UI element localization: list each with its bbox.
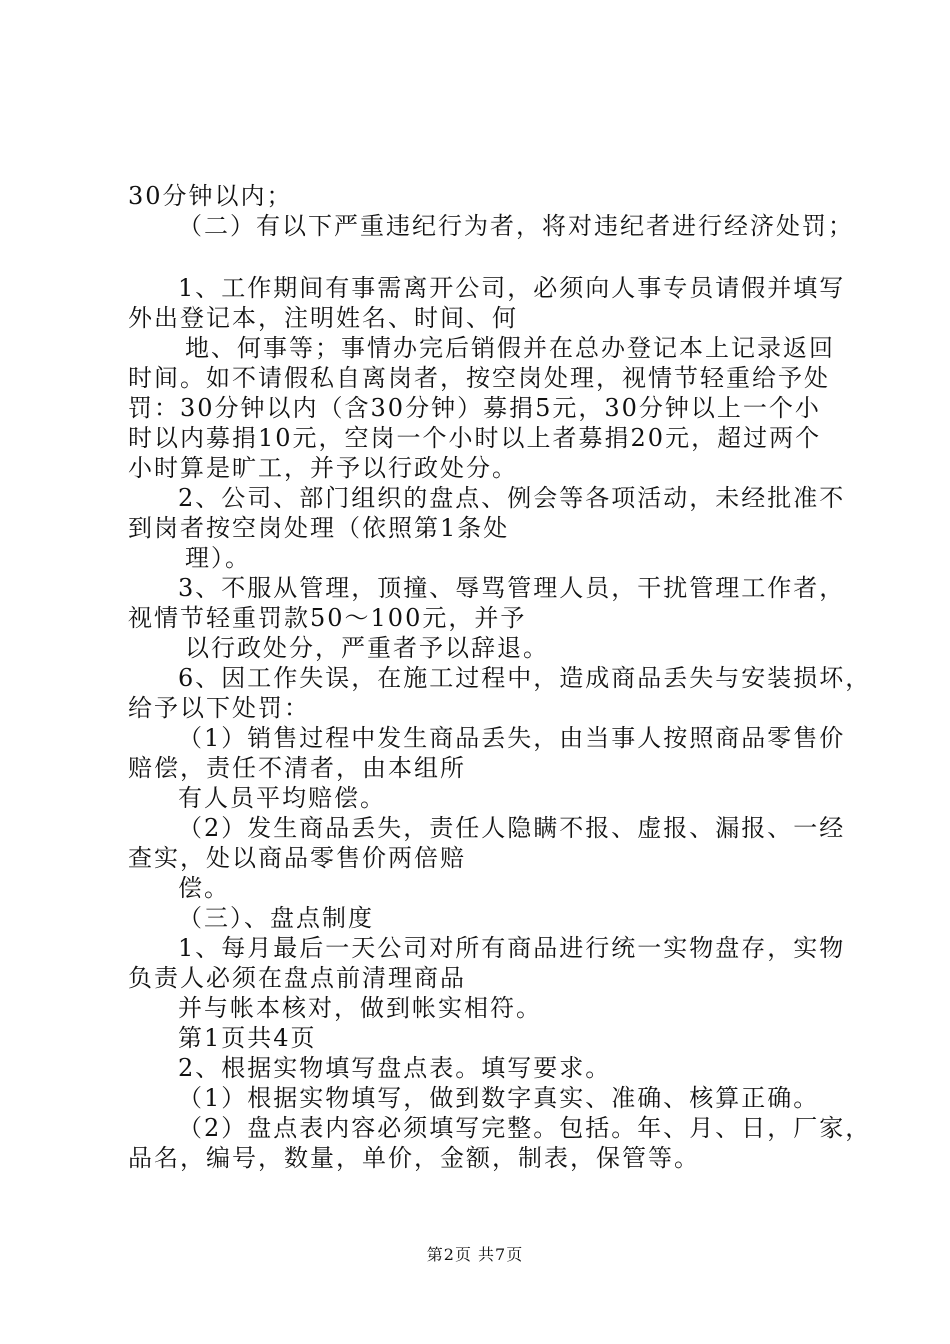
text-line: （2）发生商品丢失，责任人隐瞒不报、虚报、漏报、一经 [178, 814, 846, 842]
text-line: 2、根据实物填写盘点表。填写要求。 [178, 1054, 612, 1082]
page-footer: 第2页 共7页 [426, 1245, 524, 1264]
text-line: 给予以下处罚： [128, 694, 310, 722]
text-line: 到岗者按空岗处理（依照第1条处 [128, 514, 510, 542]
text-line: 罚：30分钟以内（含30分钟）募捐5元，30分钟以上一个小 [128, 394, 821, 422]
text-line: 赔偿，责任不清者，由本组所 [128, 754, 466, 782]
text-line: 6、因工作失误，在施工过程中，造成商品丢失与安装损坏， [178, 664, 872, 692]
text-line: 时以内募捐10元，空岗一个小时以上者募捐20元，超过两个 [128, 424, 822, 452]
text-line: （1）销售过程中发生商品丢失，由当事人按照商品零售价 [178, 724, 846, 752]
text-line: 地、何事等；事情办完后销假并在总办登记本上记录返回 [185, 334, 835, 362]
text-line: 品名，编号，数量，单价，金额，制表，保管等。 [128, 1144, 700, 1172]
section-heading: （二）有以下严重违纪行为者，将对违纪者进行经济处罚； [178, 212, 854, 240]
text-line: 理）。 [185, 544, 251, 572]
text-line: 负责人必须在盘点前清理商品 [128, 964, 466, 992]
inline-page-number: 第1页共4页 [178, 1024, 317, 1052]
text-line: 2、公司、部门组织的盘点、例会等各项活动，未经批准不 [178, 484, 846, 512]
text-line: 有人员平均赔偿。 [178, 784, 386, 812]
text-line: 外出登记本，注明姓名、时间、何 [128, 304, 518, 332]
section-heading: （三）、盘点制度 [178, 904, 374, 932]
text-line: 1、每月最后一天公司对所有商品进行统一实物盘存，实物 [178, 934, 846, 962]
text-line: 偿。 [178, 874, 230, 902]
text-line: 并与帐本核对，做到帐实相符。 [178, 994, 542, 1022]
text-line: 1、工作期间有事需离开公司，必须向人事专员请假并填写 [178, 274, 846, 302]
text-line: 以行政处分，严重者予以辞退。 [185, 634, 549, 662]
text-line: 30分钟以内； [128, 182, 293, 210]
text-line: 查实，处以商品零售价两倍赔 [128, 844, 466, 872]
text-line: 视情节轻重罚款50～100元，并予 [128, 604, 527, 632]
text-line: 小时算是旷工，并予以行政处分。 [128, 454, 518, 482]
text-line: 时间。如不请假私自离岗者，按空岗处理，视情节轻重给予处 [128, 364, 830, 392]
text-line: 3、不服从管理，顶撞、辱骂管理人员，干扰管理工作者， [178, 574, 846, 602]
text-line: （2）盘点表内容必须填写完整。包括。年、月、日，厂家， [178, 1114, 872, 1142]
text-line: （1）根据实物填写，做到数字真实、准确、核算正确。 [178, 1084, 820, 1112]
